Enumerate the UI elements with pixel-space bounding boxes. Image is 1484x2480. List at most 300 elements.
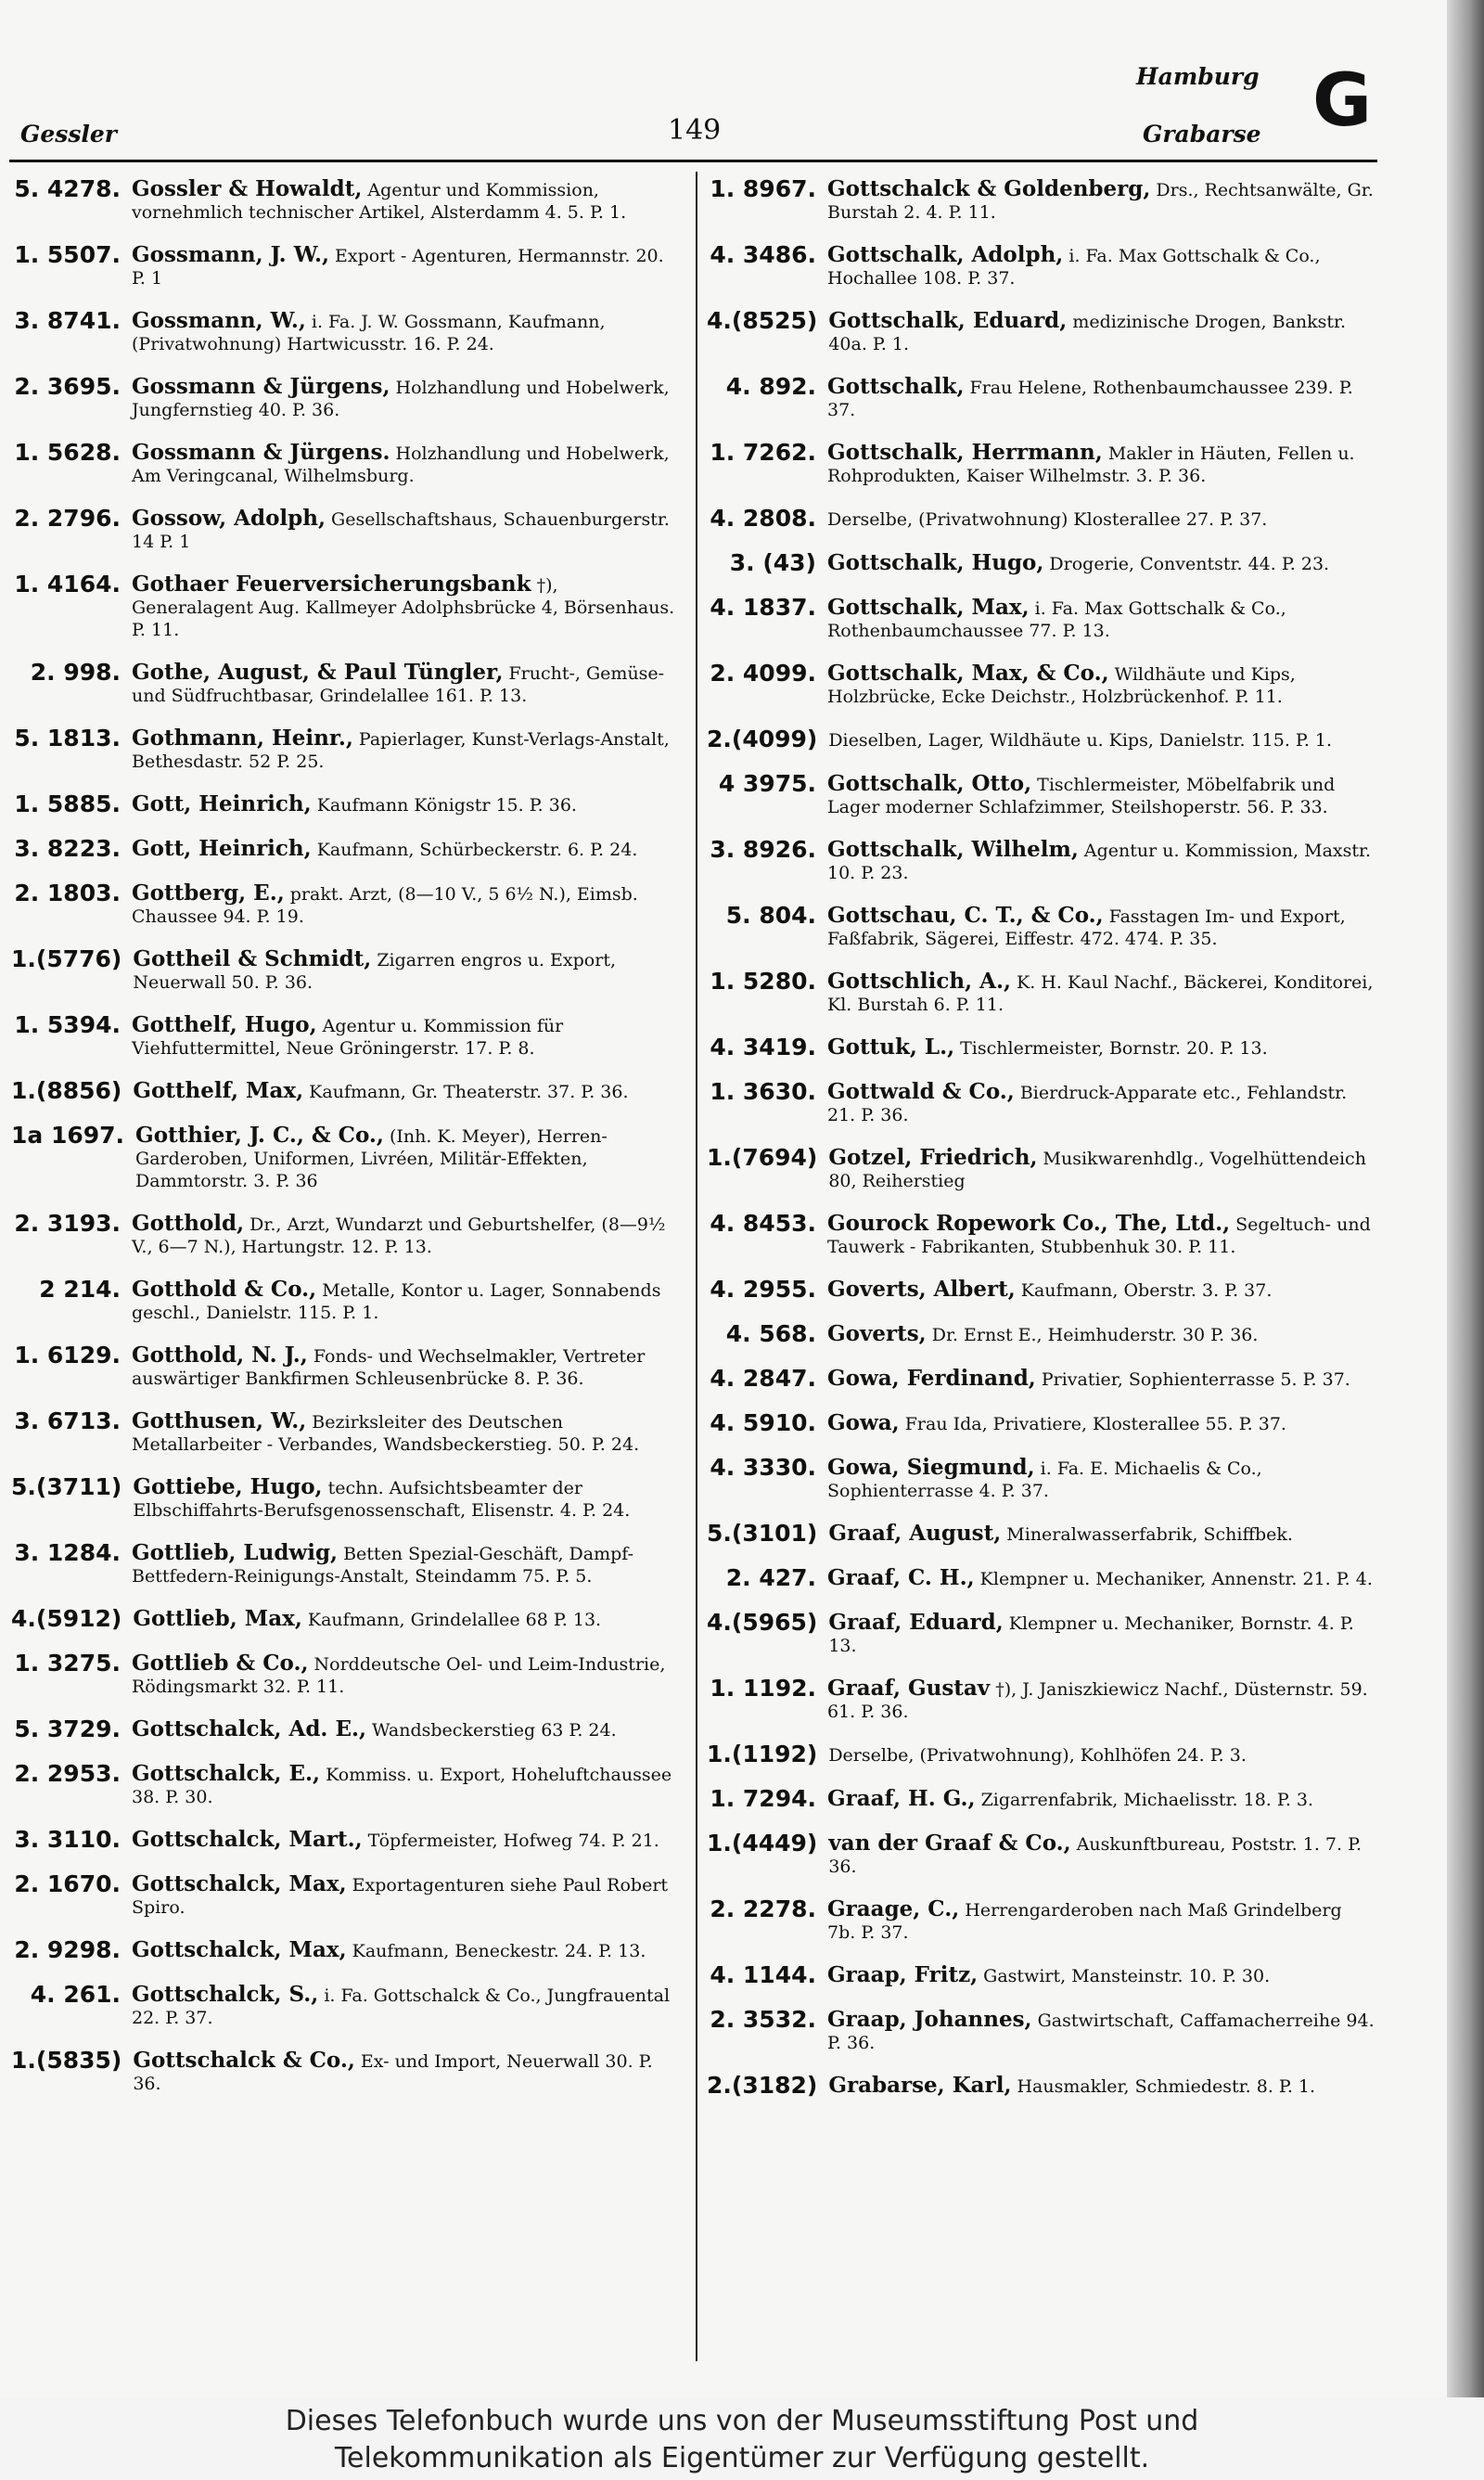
phone-number: 1. 6129. bbox=[14, 1342, 121, 1368]
phone-number: 1. 5507. bbox=[14, 241, 121, 268]
phone-number: 4. 568. bbox=[725, 1320, 816, 1347]
entry-text bbox=[827, 1962, 1375, 1988]
phone-number: 4.(5965) bbox=[707, 1609, 818, 1636]
entry-text bbox=[132, 1277, 679, 1324]
subscriber-details: Klempner u. Mechaniker, Annenstr. 21. P. 4. bbox=[974, 1569, 1373, 1589]
subscriber-details: Dr., Arzt, Wundarzt und Geburtshelfer, (8—9½ V., 6—7 N.), Hartungstr. 12. P. 13. bbox=[132, 1214, 666, 1257]
entry-text bbox=[132, 726, 679, 773]
directory-entry bbox=[11, 1982, 679, 2029]
entry-text bbox=[132, 1651, 679, 1698]
subscriber-name: Gottschalk, Max, bbox=[827, 595, 1030, 620]
subscriber-name: Gottschlich, A., bbox=[827, 969, 1011, 994]
subscriber-name: Gotthold & Co., bbox=[132, 1277, 317, 1302]
entry-text bbox=[827, 1211, 1375, 1258]
subscriber-name: Gossmann, W., bbox=[132, 308, 306, 333]
directory-entry bbox=[707, 308, 1375, 355]
subscriber-name: Gothmann, Heinr., bbox=[132, 726, 353, 751]
directory-entry bbox=[11, 791, 679, 817]
phone-number: 2. 998. bbox=[30, 659, 121, 686]
directory-entry bbox=[11, 1937, 679, 1963]
phone-number: 1. 7262. bbox=[710, 439, 816, 466]
subscriber-details: Musikwarenhdlg., Vogelhüttendeich 80, Reiherstieg bbox=[828, 1149, 1366, 1191]
directory-entry bbox=[707, 374, 1375, 421]
subscriber-name: Gottlieb, Ludwig, bbox=[132, 1540, 339, 1565]
subscriber-name: Goverts, bbox=[827, 1321, 927, 1346]
entry-text bbox=[827, 771, 1375, 818]
phone-number: 4 3975. bbox=[718, 770, 816, 797]
entry-text bbox=[132, 1408, 679, 1456]
subscriber-details: Bezirksleiter des Deutschen Metallarbeiter - Verbandes, Wandsbeckerstieg. 50. P. 24. bbox=[132, 1412, 640, 1455]
directory-entry bbox=[707, 1521, 1375, 1547]
directory-entry bbox=[11, 946, 679, 994]
entry-text bbox=[132, 660, 679, 707]
subscriber-details: i. Fa. J. W. Gossmann, Kaufmann, (Privatwohnung) Hartwicusstr. 16. P. 24. bbox=[132, 312, 606, 354]
subscriber-details: Klempner u. Mechaniker, Bornstr. 4. P. 13. bbox=[828, 1613, 1354, 1656]
directory-entry bbox=[707, 1831, 1375, 1878]
subscriber-details: Exportagenturen siehe Paul Robert Spiro. bbox=[132, 1875, 669, 1918]
phone-number: 1. 3630. bbox=[710, 1078, 816, 1105]
phone-number: 5. 3729. bbox=[14, 1715, 121, 1742]
subscriber-name: Gossler & Howaldt, bbox=[132, 176, 363, 201]
directory-entry bbox=[11, 242, 679, 289]
directory-entry bbox=[707, 176, 1375, 224]
directory-entry bbox=[11, 2048, 679, 2095]
phone-number: 4. 8453. bbox=[710, 1210, 816, 1237]
subscriber-details: prakt. Arzt, (8—10 V., 5 6½ N.), Eimsb. Chaussee 94. P. 19. bbox=[132, 884, 638, 927]
entry-text bbox=[827, 1410, 1375, 1436]
subscriber-details: medizinische Drogen, Bankstr. 40a. P. 1. bbox=[828, 312, 1347, 354]
entry-text bbox=[132, 374, 679, 421]
directory-entry bbox=[707, 726, 1375, 752]
subscriber-details: Kaufmann, Beneckestr. 24. P. 13. bbox=[346, 1941, 646, 1961]
entry-text bbox=[132, 572, 679, 641]
phone-number: 2. 2278. bbox=[710, 1895, 816, 1922]
subscriber-name: Gottschalck, Ad. E., bbox=[132, 1716, 366, 1741]
phone-number: 2. 2796. bbox=[14, 505, 121, 532]
header-left-keyword: Gessler bbox=[20, 121, 117, 148]
entry-text bbox=[827, 176, 1375, 224]
phone-number: 1.(5776) bbox=[11, 945, 122, 972]
subscriber-details: K. H. Kaul Nachf., Bäckerei, Konditorei, Kl. Burstah 6. P. 11. bbox=[827, 972, 1374, 1015]
entry-text bbox=[133, 1474, 679, 1522]
phone-number: 1. 1192. bbox=[710, 1675, 816, 1702]
phone-number: 3. (43) bbox=[729, 549, 816, 576]
entry-text bbox=[828, 1831, 1375, 1878]
directory-entry bbox=[707, 1145, 1375, 1192]
phone-number: 1. 5280. bbox=[710, 968, 816, 995]
subscriber-name: Graaf, Eduard, bbox=[828, 1610, 1004, 1635]
subscriber-details: Agentur und Kommission, vornehmlich technischer Artikel, Alsterdamm 4. 5. P. 1. bbox=[132, 180, 627, 223]
entry-text bbox=[132, 791, 679, 817]
subscriber-name: van der Graaf & Co., bbox=[828, 1831, 1071, 1856]
entry-text bbox=[827, 1277, 1375, 1303]
phone-number: 4. 1144. bbox=[710, 1961, 816, 1988]
subscriber-details: Auskunftbureau, Poststr. 1. 7. P. 36. bbox=[828, 1834, 1362, 1877]
entry-text bbox=[827, 1896, 1375, 1944]
directory-entry bbox=[707, 1962, 1375, 1988]
subscriber-name: Graap, Fritz, bbox=[827, 1962, 979, 1987]
phone-number: 2.(3182) bbox=[707, 2072, 818, 2099]
phone-number: 1. 8967. bbox=[710, 175, 816, 202]
directory-entry bbox=[11, 726, 679, 773]
subscriber-name: Gothe, August, & Paul Tüngler, bbox=[132, 660, 504, 685]
entry-text bbox=[828, 1145, 1375, 1192]
phone-number: 2. 4099. bbox=[710, 660, 816, 687]
directory-entry bbox=[11, 1277, 679, 1324]
directory-entry bbox=[11, 440, 679, 487]
subscriber-details: Norddeutsche Oel- und Leim-Industrie, Rödingsmarkt 32. P. 11. bbox=[132, 1654, 666, 1697]
phone-number: 4.(8525) bbox=[707, 307, 818, 334]
entry-text bbox=[132, 1982, 679, 2029]
subscriber-details: Makler in Häuten, Fellen u. Rohprodukten, Kaiser Wilhelmstr. 3. P. 36. bbox=[827, 443, 1355, 486]
subscriber-details: Papierlager, Kunst-Verlags-Anstalt, Bethesdastr. 52 P. 25. bbox=[132, 729, 670, 772]
directory-entry bbox=[707, 1366, 1375, 1392]
subscriber-details: Kaufmann, Grindelallee 68 P. 13. bbox=[301, 1610, 602, 1630]
subscriber-name: Gottschau, C. T., & Co., bbox=[827, 903, 1104, 928]
subscriber-details: Agentur u. Kommission, Maxstr. 10. P. 23. bbox=[827, 841, 1372, 883]
phone-number: 1. 7294. bbox=[710, 1785, 816, 1812]
subscriber-details: Fonds- und Wechselmakler, Vertreter auswärtiger Bankfirmen Schleusenbrücke 8. P. 36. bbox=[132, 1346, 646, 1389]
subscriber-details: Fasstagen Im- und Export, Faßfabrik, Sägerei, Eiffestr. 472. 474. P. 35. bbox=[827, 906, 1346, 949]
subscriber-name: Graaf, August, bbox=[828, 1521, 1002, 1546]
directory-entry bbox=[11, 308, 679, 355]
subscriber-details: Holzhandlung und Hobelwerk, Am Veringcanal, Wilhelmsburg. bbox=[132, 443, 670, 486]
directory-entry bbox=[707, 440, 1375, 487]
entry-text bbox=[827, 550, 1375, 576]
directory-entry bbox=[707, 1676, 1375, 1723]
right-column bbox=[707, 176, 1375, 2117]
subscriber-details: Derselbe, (Privatwohnung), Kohlhöfen 24. P. 3. bbox=[828, 1745, 1247, 1766]
directory-entry bbox=[707, 837, 1375, 884]
entry-text bbox=[827, 374, 1375, 421]
entry-text bbox=[828, 308, 1375, 355]
subscriber-name: Gowa, bbox=[827, 1410, 900, 1435]
entry-text bbox=[135, 1123, 679, 1192]
subscriber-name: Gottschalck, E., bbox=[132, 1761, 321, 1786]
subscriber-details: Betten Spezial-Geschäft, Dampf-Bettfedern-Reinigungs-Anstalt, Steindamm 75. P. 5. bbox=[132, 1544, 634, 1587]
entry-text bbox=[827, 1366, 1375, 1392]
entry-text bbox=[132, 1871, 679, 1919]
subscriber-name: Gowa, Siegmund, bbox=[827, 1455, 1035, 1480]
directory-entry bbox=[707, 1610, 1375, 1657]
entry-text bbox=[133, 1606, 679, 1632]
column-divider bbox=[696, 172, 697, 2361]
subscriber-details: †), J. Janiszkiewicz Nachf., Düsternstr. 59. 61. P. 36. bbox=[827, 1679, 1368, 1722]
directory-entry bbox=[707, 1455, 1375, 1502]
directory-entry bbox=[11, 374, 679, 421]
phone-number: 2. 427. bbox=[725, 1564, 816, 1591]
phone-number: 4. 261. bbox=[30, 1981, 121, 2008]
section-letter: G bbox=[1312, 59, 1373, 143]
directory-entry bbox=[707, 969, 1375, 1016]
directory-entry bbox=[11, 1761, 679, 1808]
subscriber-name: Graage, C., bbox=[827, 1896, 960, 1921]
directory-entry bbox=[707, 1565, 1375, 1591]
phone-number: 1. 3275. bbox=[14, 1650, 121, 1677]
subscriber-name: Gottschalk, Eduard, bbox=[828, 308, 1068, 333]
page-number: 149 bbox=[668, 114, 722, 147]
subscriber-details: Frau Helene, Rothenbaumchaussee 239. P. 37. bbox=[827, 378, 1353, 420]
directory-entry bbox=[11, 1716, 679, 1742]
footer-line-1: Dieses Telefonbuch wurde uns von der Museumsstiftung Post und bbox=[285, 2405, 1199, 2437]
directory-entry bbox=[11, 1343, 679, 1390]
subscriber-name: Gottschalk, Wilhelm, bbox=[827, 837, 1079, 862]
phone-number: 3. 8741. bbox=[14, 307, 121, 334]
subscriber-details: Metalle, Kontor u. Lager, Sonnabends geschl., Danielstr. 115. P. 1. bbox=[132, 1280, 661, 1323]
entry-text bbox=[132, 1540, 679, 1587]
directory-entry bbox=[11, 880, 679, 928]
subscriber-details: Gastwirtschaft, Caffamacherreihe 94. P. 36. bbox=[827, 2011, 1375, 2053]
subscriber-details: Export - Agenturen, Hermannstr. 20. P. 1 bbox=[132, 246, 664, 289]
directory-entry bbox=[707, 1034, 1375, 1060]
subscriber-details: Privatier, Sophienterrasse 5. P. 37. bbox=[1035, 1369, 1350, 1390]
entry-text bbox=[827, 1034, 1375, 1060]
phone-number: 4. 3330. bbox=[710, 1454, 816, 1481]
phone-number: 2.(4099) bbox=[707, 726, 818, 752]
entry-text bbox=[828, 1610, 1375, 1657]
directory-entry bbox=[707, 1896, 1375, 1944]
phone-number: 3. 3110. bbox=[14, 1826, 121, 1853]
subscriber-name: Gottheil & Schmidt, bbox=[133, 946, 372, 971]
phone-number: 1.(8856) bbox=[11, 1077, 122, 1104]
phone-number: 3. 8926. bbox=[710, 836, 816, 863]
subscriber-name: Gottschalk, Hugo, bbox=[827, 550, 1044, 575]
subscriber-name: Gottschalck, Max, bbox=[132, 1871, 347, 1896]
subscriber-details: Agentur u. Kommission für Viehfuttermittel, Neue Gröningerstr. 17. P. 8. bbox=[132, 1016, 564, 1059]
entry-text bbox=[132, 308, 679, 355]
phone-number: 5.(3101) bbox=[707, 1520, 818, 1547]
subscriber-details: Drogerie, Conventstr. 44. P. 23. bbox=[1043, 554, 1330, 574]
subscriber-details: (Inh. K. Meyer), Herren-Garderoben, Uniformen, Livréen, Militär-Effekten, Dammtorstr. 3. P. 36 bbox=[135, 1126, 608, 1191]
entry-text bbox=[827, 1565, 1375, 1591]
subscriber-name: Gotthold, N. J., bbox=[132, 1343, 308, 1368]
phone-number: 4. 3419. bbox=[710, 1034, 816, 1060]
phone-number: 1. 4164. bbox=[14, 571, 121, 598]
phone-number: 1.(4449) bbox=[707, 1830, 818, 1857]
entry-text bbox=[133, 1078, 679, 1104]
subscriber-details: Bierdruck-Apparate etc., Fehlandstr. 21. P. 36. bbox=[827, 1083, 1348, 1125]
entry-text bbox=[132, 880, 679, 928]
subscriber-details: Tischlermeister, Bornstr. 20. P. 13. bbox=[954, 1038, 1268, 1059]
directory-entry bbox=[11, 1540, 679, 1587]
phone-number: 1a 1697. bbox=[11, 1122, 125, 1149]
directory-entry bbox=[707, 903, 1375, 950]
phone-number: 2. 3695. bbox=[14, 373, 121, 400]
entry-text bbox=[827, 506, 1375, 532]
subscriber-name: Gossow, Adolph, bbox=[132, 506, 326, 531]
phone-number: 4. 892. bbox=[725, 373, 816, 400]
phone-number: 4. 2955. bbox=[710, 1276, 816, 1303]
phone-number: 5. 4278. bbox=[14, 175, 121, 202]
subscriber-name: Goverts, Albert, bbox=[827, 1277, 1016, 1302]
entry-text bbox=[827, 1786, 1375, 1812]
entry-text bbox=[827, 837, 1375, 884]
subscriber-details: i. Fa. Gottschalck & Co., Jungfrauental 22. P. 37. bbox=[132, 1985, 671, 2028]
subscriber-name: Gotthier, J. C., & Co., bbox=[135, 1123, 384, 1148]
subscriber-details: Dieselben, Lager, Wildhäute u. Kips, Danielstr. 115. P. 1. bbox=[828, 730, 1333, 751]
subscriber-name: Gottuk, L., bbox=[827, 1034, 955, 1060]
phone-number: 3. 1284. bbox=[14, 1539, 121, 1566]
entry-text bbox=[827, 1676, 1375, 1723]
entry-text bbox=[827, 242, 1375, 289]
entry-text bbox=[132, 1211, 679, 1258]
subscriber-name: Gottschalck & Co., bbox=[133, 2048, 355, 2073]
entry-text bbox=[132, 1761, 679, 1808]
subscriber-name: Gottschalk, bbox=[827, 374, 965, 399]
subscriber-name: Gottschalck, S., bbox=[132, 1982, 319, 2007]
header-city: Hamburg bbox=[1136, 63, 1260, 90]
entry-text bbox=[828, 1521, 1375, 1547]
phone-number: 4. 3486. bbox=[710, 241, 816, 268]
phone-number: 2. 9298. bbox=[14, 1936, 121, 1963]
subscriber-name: Gottschalck, Mart., bbox=[132, 1827, 363, 1852]
subscriber-details: Gesellschaftshaus, Schauenburgerstr. 14 P. 1 bbox=[132, 509, 670, 552]
header-rule bbox=[9, 160, 1377, 162]
directory-entry bbox=[11, 660, 679, 707]
subscriber-name: Gottschalk, Adolph, bbox=[827, 242, 1064, 267]
entry-text bbox=[132, 1343, 679, 1390]
directory-entry bbox=[11, 1012, 679, 1060]
subscriber-name: Graaf, H. G., bbox=[827, 1786, 976, 1811]
directory-entry bbox=[707, 771, 1375, 818]
phone-number: 4.(5912) bbox=[11, 1605, 122, 1632]
footer-notice bbox=[0, 2397, 1484, 2480]
phone-number: 4. 2847. bbox=[710, 1365, 816, 1392]
subscriber-name: Gotthelf, Max, bbox=[133, 1078, 304, 1103]
directory-entry bbox=[707, 1079, 1375, 1126]
entry-text bbox=[132, 1012, 679, 1060]
subscriber-details: Zigarren engros u. Export, Neuerwall 50. P. 36. bbox=[133, 950, 617, 993]
directory-entry bbox=[707, 550, 1375, 576]
entry-text bbox=[827, 595, 1375, 642]
directory-entry bbox=[11, 836, 679, 862]
directory-entry bbox=[707, 1321, 1375, 1347]
subscriber-details: techn. Aufsichtsbeamter der Elbschiffahrts-Berufsgenossenschaft, Elisenstr. 4. P. 24. bbox=[133, 1478, 631, 1521]
entry-text bbox=[132, 440, 679, 487]
phone-number: 3. 6713. bbox=[14, 1407, 121, 1434]
directory-entry bbox=[11, 1871, 679, 1919]
subscriber-name: Gossmann & Jürgens, bbox=[132, 374, 390, 399]
entry-text bbox=[132, 1716, 679, 1742]
subscriber-details: Holzhandlung und Hobelwerk, Jungfernstieg 40. P. 36. bbox=[132, 378, 670, 420]
entry-text bbox=[132, 1937, 679, 1963]
subscriber-details: Töpfermeister, Hofweg 74. P. 21. bbox=[362, 1831, 659, 1851]
directory-entry bbox=[707, 2007, 1375, 2054]
directory-entry bbox=[707, 1410, 1375, 1436]
entry-text bbox=[827, 440, 1375, 487]
directory-entry bbox=[11, 1123, 679, 1192]
directory-entry bbox=[707, 1741, 1375, 1767]
subscriber-name: Gotthusen, W., bbox=[132, 1408, 307, 1433]
subscriber-details: i. Fa. Max Gottschalk & Co., Rothenbaumchaussee 77. P. 13. bbox=[827, 598, 1286, 641]
entry-text bbox=[827, 1079, 1375, 1126]
entry-text bbox=[132, 176, 679, 224]
page-edge bbox=[1447, 0, 1484, 2397]
directory-entry bbox=[11, 506, 679, 553]
phone-number: 1.(1192) bbox=[707, 1741, 818, 1767]
entry-text bbox=[133, 2048, 679, 2095]
entry-text bbox=[132, 506, 679, 553]
directory-entry bbox=[707, 242, 1375, 289]
subscriber-details: Dr. Ernst E., Heimhuderstr. 30 P. 36. bbox=[926, 1325, 1259, 1345]
subscriber-name: Grabarse, Karl, bbox=[828, 2073, 1012, 2098]
phone-number: 5. 1813. bbox=[14, 725, 121, 752]
phone-number: 3. 8223. bbox=[14, 835, 121, 862]
phone-number: 5.(3711) bbox=[11, 1473, 122, 1500]
left-column bbox=[11, 176, 679, 2114]
subscriber-details: Derselbe, (Privatwohnung) Klosterallee 27. P. 37. bbox=[827, 509, 1268, 530]
phone-number: 2. 1803. bbox=[14, 880, 121, 906]
directory-entry bbox=[11, 176, 679, 224]
phone-number: 4. 5910. bbox=[710, 1409, 816, 1436]
phone-number: 2. 2953. bbox=[14, 1760, 121, 1787]
phone-number: 5. 804. bbox=[725, 902, 816, 929]
entry-text bbox=[827, 1321, 1375, 1347]
directory-entry bbox=[707, 2073, 1375, 2099]
directory-entry bbox=[707, 1277, 1375, 1303]
subscriber-name: Gotzel, Friedrich, bbox=[828, 1145, 1038, 1170]
entry-text bbox=[827, 903, 1375, 950]
phone-number: 1. 5628. bbox=[14, 439, 121, 466]
subscriber-name: Gotthelf, Hugo, bbox=[132, 1012, 317, 1037]
directory-entry bbox=[11, 1827, 679, 1853]
subscriber-name: Gottwald & Co., bbox=[827, 1079, 1015, 1104]
subscriber-details: Zigarrenfabrik, Michaelisstr. 18. P. 3. bbox=[975, 1790, 1314, 1810]
subscriber-name: Graaf, Gustav bbox=[827, 1676, 991, 1701]
subscriber-name: Gottschalck & Goldenberg, bbox=[827, 176, 1151, 201]
subscriber-details: Wildhäute und Kips, Holzbrücke, Ecke Deichstr., Holzbrückenhof. P. 11. bbox=[827, 664, 1296, 707]
entry-text bbox=[827, 661, 1375, 708]
footer-line-2: Telekommunikation als Eigentümer zur Verfügung gestellt. bbox=[334, 2442, 1150, 2474]
entry-text bbox=[132, 242, 679, 289]
subscriber-details: Tischlermeister, Möbelfabrik und Lager moderner Schlafzimmer, Steilshoperstr. 56. P. 33. bbox=[827, 775, 1336, 817]
directory-entry bbox=[707, 1211, 1375, 1258]
phone-number: 4. 1837. bbox=[710, 594, 816, 621]
entry-text bbox=[132, 836, 679, 862]
entry-text bbox=[132, 1827, 679, 1853]
phone-number: 1. 5885. bbox=[14, 790, 121, 817]
phone-number: 2. 1670. bbox=[14, 1870, 121, 1897]
subscriber-details: †), Generalagent Aug. Kallmeyer Adolphsbrücke 4, Börsenhaus. P. 11. bbox=[132, 575, 675, 640]
subscriber-details: Kaufmann, Gr. Theaterstr. 37. P. 36. bbox=[303, 1082, 629, 1102]
phone-number: 4. 2808. bbox=[710, 505, 816, 532]
subscriber-details: i. Fa. Max Gottschalk & Co., Hochallee 108. P. 37. bbox=[827, 246, 1321, 289]
directory-entry bbox=[11, 1651, 679, 1698]
phone-number: 2 214. bbox=[39, 1276, 121, 1303]
subscriber-name: Gourock Ropework Co., The, Ltd., bbox=[827, 1211, 1231, 1236]
entry-text bbox=[827, 969, 1375, 1016]
subscriber-details: Mineralwasserfabrik, Schiffbek. bbox=[1001, 1524, 1293, 1545]
entry-text bbox=[827, 2007, 1375, 2054]
subscriber-details: Wandsbeckerstieg 63 P. 24. bbox=[366, 1720, 617, 1741]
subscriber-name: Graap, Johannes, bbox=[827, 2007, 1032, 2032]
subscriber-name: Gott, Heinrich, bbox=[132, 836, 312, 861]
subscriber-details: Gastwirt, Mansteinstr. 10. P. 30. bbox=[978, 1966, 1271, 1986]
subscriber-details: Kaufmann Königstr 15. P. 36. bbox=[311, 795, 577, 816]
subscriber-details: Kaufmann, Oberstr. 3. P. 37. bbox=[1015, 1280, 1273, 1301]
entry-text bbox=[828, 2073, 1375, 2099]
subscriber-name: Gottschalk, Otto, bbox=[827, 771, 1032, 796]
directory-entry bbox=[11, 1408, 679, 1456]
subscriber-details: Hausmakler, Schmiedestr. 8. P. 1. bbox=[1011, 2076, 1316, 2097]
subscriber-details: Kaufmann, Schürbeckerstr. 6. P. 24. bbox=[311, 840, 638, 860]
subscriber-details: Drs., Rechtsanwälte, Gr. Burstah 2. 4. P. 11. bbox=[827, 180, 1374, 223]
directory-entry bbox=[11, 1474, 679, 1522]
directory-entry bbox=[11, 572, 679, 641]
subscriber-name: Gossmann & Jürgens. bbox=[132, 440, 390, 465]
subscriber-name: Gottschalk, Max, & Co., bbox=[827, 661, 1109, 686]
subscriber-name: Gottiebe, Hugo, bbox=[133, 1474, 323, 1499]
